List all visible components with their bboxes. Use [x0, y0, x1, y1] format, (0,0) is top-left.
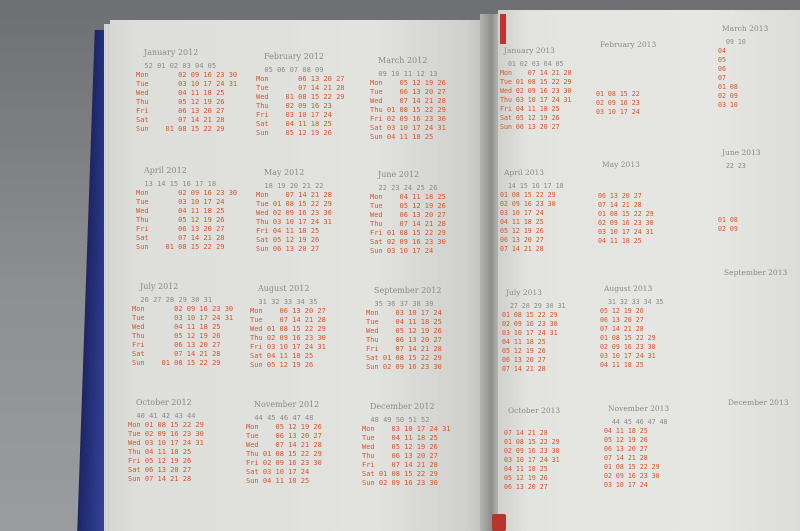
day-row: Wed 04 11 18 25: [136, 89, 225, 97]
week-numbers: 01 02 03 04 05: [500, 60, 564, 68]
week-row: [136, 180, 216, 189]
day-row: Fri 06 13 20 27: [136, 225, 225, 233]
day-row: Sun 04 11 18 25: [370, 133, 434, 141]
week-row: [362, 416, 429, 425]
day-row: Sun 06 13 20 27: [256, 245, 320, 253]
week-row: [256, 182, 323, 191]
day-row: 01 08 15 22 29: [604, 463, 660, 471]
day-row: Mon 02 09 16 23 30: [136, 71, 238, 79]
day-row: 02 09 16 23 30: [600, 343, 656, 351]
day-row: Thu 01 08 15 22 29: [246, 450, 322, 458]
day-row: Sat 07 14 21 28: [136, 116, 225, 124]
day-row: Mon 07 14 21 28: [500, 69, 572, 77]
day-row: Thu 07 14 21 28: [370, 220, 446, 228]
week-row: [136, 62, 216, 71]
week-row: [720, 282, 728, 291]
week-row: [370, 70, 437, 79]
day-row: 03 10 17 24: [596, 108, 640, 116]
day-row: Sun 02 09 16 23 30: [366, 363, 442, 371]
week-numbers: [504, 420, 512, 428]
month-title: February 2013: [600, 40, 657, 49]
week-numbers: 31 32 33 34 35: [600, 298, 664, 306]
day-row: Fri 05 12 19 26: [128, 457, 192, 465]
day-row: 02 09: [718, 225, 738, 233]
day-row: 02 09: [718, 92, 738, 100]
day-row: 05 12 19 26: [502, 347, 546, 355]
day-row: Wed 06 13 20 27: [370, 211, 446, 219]
day-row: 07 14 21 28: [500, 245, 544, 253]
day-row: Thu 06 13 20 27: [362, 452, 438, 460]
month-title: October 2012: [136, 398, 192, 407]
day-row: Sat 04 11 18 25: [256, 120, 332, 128]
day-row: Thu 05 12 19 26: [132, 332, 221, 340]
week-numbers: [598, 174, 606, 182]
day-row: Wed 04 11 18 25: [132, 323, 221, 331]
day-row: Thu 03 10 17 24 31: [256, 218, 332, 226]
day-row: 03 10 17 24 31: [504, 456, 560, 464]
day-row: 07 14 21 28: [598, 201, 642, 209]
day-row: 04 11 18 25: [600, 361, 644, 369]
week-numbers: 35 36 37 38 39: [366, 300, 434, 308]
day-row: Thu 02 09 16 23: [256, 102, 332, 110]
day-row: 05: [718, 56, 726, 64]
day-row: 06 13 20 27: [600, 316, 644, 324]
week-row: [718, 38, 746, 47]
week-numbers: 26 27 28 29 30 31: [132, 296, 213, 304]
day-row: Sat 04 11 18 25: [250, 352, 314, 360]
day-row: Fri 02 09 16 23 30: [246, 459, 322, 467]
week-row: [256, 66, 323, 75]
day-row: Sat 02 09 16 23 30: [370, 238, 446, 246]
day-row: 03 10: [718, 101, 738, 109]
week-numbers: 09 10 11 12 13: [370, 70, 438, 78]
day-row: 06 13 20 27: [500, 236, 544, 244]
day-row: 04 11 18 25: [604, 427, 648, 435]
day-row: Sun 02 09 16 23 30: [362, 479, 438, 487]
day-row: 06 13 20 27: [604, 445, 648, 453]
day-row: Tue 05 12 19 26: [370, 202, 446, 210]
day-row: Mon 06 13 20 27: [250, 307, 326, 315]
day-row: 04 11 18 25: [502, 338, 546, 346]
week-row: [246, 414, 313, 423]
day-row: 01 08: [718, 216, 738, 224]
month-title: November 2012: [254, 400, 320, 409]
day-row: Fri 04 11 18 25: [256, 227, 320, 235]
month-title: June 2013: [722, 148, 761, 157]
month-title: January 2012: [144, 48, 199, 57]
week-numbers: 22 23 24 25 26: [370, 184, 438, 192]
day-row: Tue 04 11 18 25: [362, 434, 438, 442]
week-numbers: [720, 282, 728, 290]
day-row: Tue 07 14 21 28: [250, 316, 326, 324]
week-numbers: 09 10: [718, 38, 746, 46]
day-row: Sat 03 10 17 24: [246, 468, 310, 476]
month-title: October 2013: [508, 406, 561, 415]
day-row: 07 14 21 28: [502, 365, 546, 373]
day-row: Mon 07 14 21 28: [256, 191, 332, 199]
day-row: Thu 03 10 17 24 31: [500, 96, 572, 104]
month-title: September 2013: [724, 268, 788, 277]
day-row: Sun 03 10 17 24: [370, 247, 434, 255]
month-title: May 2012: [264, 168, 305, 177]
day-row: Wed 02 09 16 23 30: [256, 209, 332, 217]
day-row: Fri 01 08 15 22 29: [370, 229, 446, 237]
day-row: Wed 07 14 21 28: [370, 97, 446, 105]
week-row: [500, 60, 564, 69]
day-row: Tue 03 10 17 24: [136, 198, 225, 206]
day-row: Thu 05 12 19 26: [136, 98, 225, 106]
day-row: Wed 01 08 15 22 29: [256, 93, 345, 101]
day-row: 04 11 18 25: [500, 218, 544, 226]
day-row: Sat 01 08 15 22 29: [362, 470, 438, 478]
week-row: [250, 298, 317, 307]
day-row: Thu 05 12 19 26: [136, 216, 225, 224]
week-numbers: 44 45 46 47 48: [604, 418, 668, 426]
day-row: 05 12 19 26: [500, 227, 544, 235]
day-row: Sun 05 12 19 26: [256, 129, 332, 137]
week-numbers: 05 06 07 08 09: [256, 66, 324, 74]
day-row: 07 14 21 28: [604, 454, 648, 462]
month-title: July 2012: [140, 282, 179, 291]
day-row: Sun 01 08 15 22 29: [136, 243, 225, 251]
day-row: 02 09 16 23 30: [604, 472, 660, 480]
week-row: [132, 296, 212, 305]
week-row: [500, 182, 564, 191]
day-row: Mon 02 09 16 23 30: [132, 305, 234, 313]
week-row: [598, 174, 606, 183]
day-row: Sat 05 12 19 26: [256, 236, 320, 244]
week-row: [504, 420, 512, 429]
day-row: 01 08 15 22 29: [504, 438, 560, 446]
day-row: Fri 04 11 18 25: [500, 105, 560, 113]
day-row: Sun 05 12 19 26: [250, 361, 314, 369]
week-numbers: 14 15 16 17 18: [500, 182, 564, 190]
day-row: Sat 06 13 20 27: [128, 466, 192, 474]
bookmark-ribbon: [500, 14, 506, 44]
week-row: [600, 298, 664, 307]
day-row: Thu 06 13 20 27: [366, 336, 442, 344]
week-row: [370, 184, 437, 193]
day-row: Mon 01 08 15 22 29: [128, 421, 204, 429]
month-title: May 2013: [602, 160, 640, 169]
week-numbers: 22 23: [718, 162, 746, 170]
day-row: Sun 01 08 15 22 29: [136, 125, 225, 133]
day-row: Tue 03 10 17 24 31: [132, 314, 234, 322]
day-row: Mon 04 11 18 25: [370, 193, 446, 201]
month-title: September 2012: [374, 286, 442, 295]
day-row: 05 12 19 26: [600, 307, 644, 315]
day-row: Tue 01 08 15 22 29: [500, 78, 572, 86]
week-row: [366, 300, 433, 309]
day-row: Wed 02 09 16 23 30: [500, 87, 572, 95]
day-row: Tue 07 14 21 28: [256, 84, 345, 92]
day-row: Mon 05 12 19 26: [370, 79, 446, 87]
day-row: Thu 01 08 15 22 29: [370, 106, 446, 114]
month-title: April 2013: [504, 168, 545, 177]
day-row: Wed 03 10 17 24 31: [128, 439, 204, 447]
day-row: 01 08: [718, 83, 738, 91]
month-title: August 2012: [258, 284, 310, 293]
day-row: Thu 02 09 16 23 30: [250, 334, 326, 342]
day-row: Tue 03 10 17 24 31: [136, 80, 238, 88]
day-row: Mon 03 10 17 24 31: [362, 425, 451, 433]
month-title: April 2012: [144, 166, 187, 175]
day-row: Fri 03 10 17 24: [256, 111, 332, 119]
month-title: December 2012: [370, 402, 435, 411]
day-row: Wed 04 11 18 25: [136, 207, 225, 215]
day-row: 02 09 16 23: [596, 99, 640, 107]
day-row: Fri 07 14 21 28: [362, 461, 438, 469]
day-row: 06 13 20 27: [502, 356, 546, 364]
day-row: 06: [718, 65, 726, 73]
day-row: 01 08 15 22 29: [500, 191, 556, 199]
day-row: Mon 06 13 20 27: [256, 75, 345, 83]
day-row: 07: [718, 74, 726, 82]
week-numbers: 48 49 50 51 52: [362, 416, 430, 424]
day-row: Wed 01 08 15 22 29: [250, 325, 326, 333]
day-row: 03 10 17 24 31: [502, 329, 558, 337]
day-row: Sat 07 14 21 28: [136, 234, 225, 242]
day-row: 01 08 15 22 29: [600, 334, 656, 342]
day-row: 02 09 16 23 30: [504, 447, 560, 455]
day-row: Mon 03 10 17 24: [366, 309, 442, 317]
day-row: Sun 06 13 20 27: [500, 123, 560, 131]
week-row: [718, 162, 746, 171]
day-row: Mon 02 09 16 23 30: [136, 189, 238, 197]
month-title: December 2013: [728, 398, 789, 407]
week-row: [604, 418, 668, 427]
day-row: Sun 01 08 15 22 29: [132, 359, 221, 367]
week-row: [596, 54, 604, 63]
day-row: Sat 01 08 15 22 29: [366, 354, 442, 362]
day-row: Wed 05 12 19 26: [366, 327, 442, 335]
day-row: 02 09 16 23 30: [598, 219, 654, 227]
day-row: Tue 06 13 20 27: [370, 88, 446, 96]
day-row: Tue 01 08 15 22 29: [256, 200, 332, 208]
day-row: Sat 03 10 17 24 31: [370, 124, 446, 132]
day-row: Thu 04 11 18 25: [128, 448, 192, 456]
day-row: Sat 07 14 21 28: [132, 350, 221, 358]
day-row: 03 10 17 24: [604, 481, 648, 489]
day-row: Fri 06 13 20 27: [136, 107, 225, 115]
month-title: June 2012: [378, 170, 420, 179]
day-row: 06 13 20 27: [598, 192, 642, 200]
day-row: Tue 06 13 20 27: [246, 432, 322, 440]
week-row: [502, 302, 566, 311]
month-title: August 2013: [604, 284, 653, 293]
day-row: 04: [718, 47, 726, 55]
week-numbers: 40 41 42 43 44: [128, 412, 196, 420]
month-title: January 2013: [504, 46, 555, 55]
day-row: Mon 05 12 19 26: [246, 423, 322, 431]
week-numbers: 27 28 29 30 31: [502, 302, 566, 310]
day-row: 03 10 17 24 31: [598, 228, 654, 236]
week-numbers: [596, 54, 604, 62]
day-row: 07 14 21 28: [600, 325, 644, 333]
day-row: 02 09 16 23 30: [502, 320, 558, 328]
week-row: [724, 412, 732, 421]
day-row: 01 08 15 22: [596, 90, 640, 98]
day-row: 01 08 15 22 29: [502, 311, 558, 319]
day-row: Wed 05 12 19 26: [362, 443, 438, 451]
day-row: Fri 06 13 20 27: [132, 341, 221, 349]
month-title: March 2013: [722, 24, 769, 33]
month-title: July 2013: [506, 288, 542, 297]
week-numbers: 31 32 33 34 35: [250, 298, 318, 306]
month-title: February 2012: [264, 52, 324, 61]
day-row: 06 13 20 27: [504, 483, 548, 491]
day-row: 05 12 19 26: [504, 474, 548, 482]
day-row: 04 11 18 25: [598, 237, 642, 245]
day-row: Fri 02 09 16 23 30: [370, 115, 446, 123]
month-title: November 2013: [608, 404, 670, 413]
day-row: Sat 05 12 19 26: [500, 114, 560, 122]
day-row: Wed 07 14 21 28: [246, 441, 322, 449]
week-numbers: 18 19 20 21 22: [256, 182, 324, 190]
day-row: Fri 07 14 21 28: [366, 345, 442, 353]
day-row: 03 10 17 24 31: [600, 352, 656, 360]
week-numbers: 13 14 15 16 17 18: [136, 180, 217, 188]
week-numbers: 52 01 02 03 04 05: [136, 62, 217, 70]
day-row: Tue 04 11 18 25: [366, 318, 442, 326]
day-row: Sun 07 14 21 28: [128, 475, 192, 483]
week-row: [128, 412, 195, 421]
week-numbers: [724, 412, 732, 420]
day-row: Tue 02 09 16 23 30: [128, 430, 204, 438]
day-row: 01 08 15 22 29: [598, 210, 654, 218]
day-row: 03 10 17 24: [500, 209, 544, 217]
bookmark-ribbon-end: [492, 514, 506, 531]
day-row: 02 09 16 23 30: [500, 200, 556, 208]
day-row: Fri 03 10 17 24 31: [250, 343, 326, 351]
week-numbers: 44 45 46 47 48: [246, 414, 314, 422]
day-row: Sun 04 11 18 25: [246, 477, 310, 485]
day-row: 07 14 21 28: [504, 429, 548, 437]
month-title: March 2012: [378, 56, 428, 65]
day-row: 04 11 18 25: [504, 465, 548, 473]
day-row: 05 12 19 26: [604, 436, 648, 444]
